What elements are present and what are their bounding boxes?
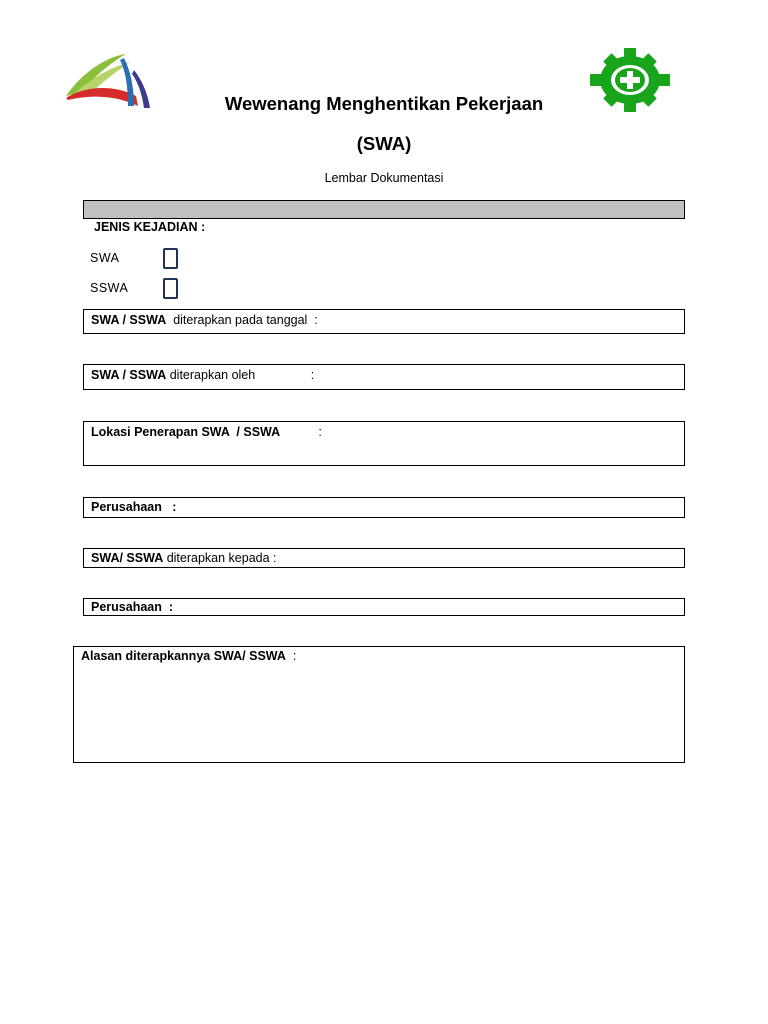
- document-subtitle: (SWA): [356, 133, 412, 154]
- date-field-label: SWA / SSWA diterapkan pada tanggal :: [91, 313, 318, 327]
- company-field-2-label: Perusahaan :: [91, 600, 173, 614]
- option-swa-label: SWA: [90, 251, 120, 265]
- option-sswa-checkbox[interactable]: [163, 278, 178, 299]
- location-field[interactable]: [83, 421, 685, 466]
- date-field[interactable]: [83, 309, 685, 334]
- option-sswa-label: SSWA: [90, 281, 129, 295]
- applied-by-field-label: SWA / SSWA diterapkan oleh :: [91, 368, 315, 382]
- option-swa-checkbox[interactable]: [163, 248, 178, 269]
- applied-to-field-label: SWA/ SSWA diterapkan kepada :: [91, 551, 277, 565]
- document-title: Wewenang Menghentikan Pekerjaan: [224, 93, 544, 114]
- reason-field[interactable]: [73, 646, 685, 763]
- section-header-bar: [83, 200, 685, 219]
- company-field-2[interactable]: [83, 598, 685, 616]
- company-field-1[interactable]: [83, 497, 685, 518]
- applied-to-field[interactable]: [83, 548, 685, 568]
- location-field-label: Lokasi Penerapan SWA / SSWA :: [91, 425, 322, 439]
- incident-type-label: JENIS KEJADIAN :: [94, 220, 206, 234]
- company-field-1-label: Perusahaan :: [91, 500, 177, 514]
- applied-by-field[interactable]: [83, 364, 685, 390]
- document-type-label: Lembar Dokumentasi: [324, 171, 444, 185]
- reason-field-label: Alasan diterapkannya SWA/ SSWA :: [81, 649, 297, 663]
